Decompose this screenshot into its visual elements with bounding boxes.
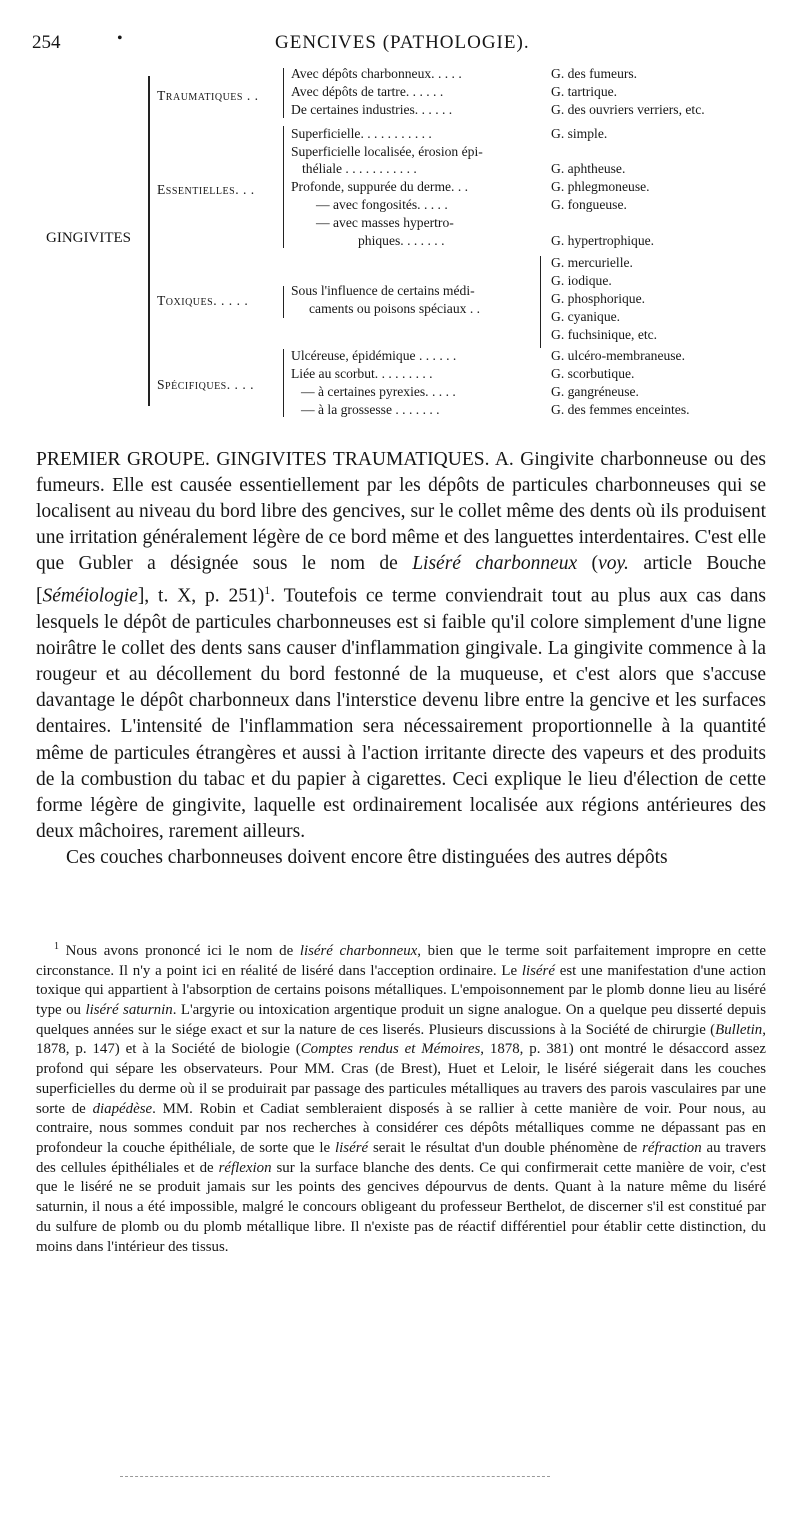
form-row: G. des ouvriers verriers, etc. [551, 102, 705, 117]
page-header [0, 32, 800, 58]
form-row: G. phosphorique. [551, 291, 646, 306]
text-run: , bien que le terme soit parfaitement impropre en cette circonstance. Il n'y a point ici en réalité de liséré dans l'acception ordinaire. Le [36, 942, 767, 979]
form-row: G. cyanique. [551, 309, 621, 324]
form-row: G. simple. [551, 126, 608, 141]
text-run: serait le résultat d'un double phénomène de [368, 1140, 643, 1156]
cause-row: Superficielle. . . . . . . . . . . [291, 126, 432, 141]
footnote-ref: 1 [264, 583, 271, 598]
group-traumatiques: Traumatiques . . [157, 88, 259, 103]
form-row: G. tartrique. [551, 84, 618, 99]
italic-term: Bulletin [715, 1021, 763, 1038]
form-row: G. ulcéro-membraneuse. [551, 348, 685, 363]
text-run: au travers des cellules épithéliales et de [36, 1140, 766, 1176]
essentielles-brace [283, 126, 284, 248]
cause-row: Ulcéreuse, épidémique . . . . . . [291, 348, 457, 363]
text-run: , 1878, p. 147) et à la Société de biologie ( [36, 1021, 766, 1058]
cause-row: phiques. . . . . . . [358, 233, 445, 248]
text-run: . MM. Robin et Cadiat sembleraient disposés à se rallier à cette manière de voir. Pour nous, au contraire, nous sommes conduit par nos recherches à considérer ces dépôts métalliques comme ne dépassant pas en profondeur la couche épithéliale, de sorte que le [36, 1100, 766, 1156]
root-brace [148, 76, 150, 406]
toxiques-forms-brace [540, 256, 541, 348]
form-row: G. hypertrophique. [551, 233, 655, 248]
text-run: , 1878, p. 381) ont montré le désaccord assez profond qui sépare les observateurs. Pour MM. Cras (de Brest), Huet et Leloir, le liséré siégerait dans les couches superficielles du derme où il se produirait par passage des particules métalliques au travers des parois vasculaires par une sorte de [36, 1041, 767, 1117]
group-essentielles: Essentielles. . . [157, 182, 255, 197]
form-row: G. fongueuse. [551, 197, 627, 212]
paragraph [36, 845, 766, 871]
cause-row: Avec dépôts de tartre. . . . . . [291, 84, 444, 99]
italic-term: Comptes rendus et Mémoires [300, 1041, 481, 1058]
form-row: G. mercurielle. [551, 255, 633, 270]
cause-row: — à certaines pyrexies. . . . . [301, 384, 456, 399]
group-toxiques: Toxiques. . . . . [157, 293, 249, 308]
italic-term: réfraction [642, 1140, 702, 1156]
text-run: Elle est causée essentiellement par les dépôts de particules charbonneuses qui se localisent au niveau du bord libre des gencives, sur le collet même des dents où ils produisent une irritation généralement légère de ce bord même et des languettes interdentaires. C'est elle que Gubler a désignée sous le nom de [36, 475, 766, 575]
cause-row: Profonde, suppurée du derme. . . [291, 179, 469, 194]
cause-row: Avec dépôts charbonneux. . . . . [291, 66, 462, 81]
text-run: est une manifestation d'une action toxique qui appartient à l'absorption de certains poisons métalliques. L'empoisonnement par le plomb donne lieu au liséré type ou [36, 962, 766, 1019]
italic-term: liséré [335, 1140, 369, 1156]
italic-term: voy. [598, 553, 629, 575]
italic-term: Liséré charbonneux [412, 553, 578, 575]
paragraph [36, 447, 766, 845]
group-specifiques: Spécifiques. . . . [157, 377, 255, 392]
text-run: . Toutefois ce terme conviendrait tout au plus aux cas dans lesquels le dépôt de particules charbonneuses est si faible qu'il colore simplement d'une ligne noirâtre le collet des dents sans causer d'inflammation gingivale. La gingivite commence à la rougeur et au décollement du bord festonné de la muqueuse, et c'est alors que s'accuse davantage le dépôt charbonneux dans l'interstice devenu libre entre la gencive et les surfaces dentaires. L'intensité de l'inflammation sera nécessairement proportionnelle à la quantité même de particules étrangères et aussi à l'action irritante directe des vapeurs et des produits de la combustion du tabac et du papier à cigarettes. Ceci explique le lieu d'élection de cette forme légère de gingivite, laquelle est ordinairement localisée aux régions antérieures des deux mâchoires, rarement ailleurs. [36, 585, 766, 842]
text-run: sur la surface blanche des dents. Ce qui confirmerait cette manière de voir, c'est que le liséré ne se produit jamais sur les points des gencives dépourvus de dents. Quant à la nature même du liséré saturnin, il nous a été impossible, malgré le concours obligeant du professeur Berthelot, de discerner s'il est constitué par du sulfure de plomb ou du plomb métallique libre. Il n'existe pas de réactif différentiel pour établir cette distinction, du moins dans l'intérieur des tissus. [36, 1159, 766, 1255]
form-row: G. aphtheuse. [551, 161, 626, 176]
text-run: Ces couches charbonneuses doivent encore être distinguées des autres dépôts [66, 846, 668, 868]
cause-row: — à la grossesse . . . . . . . [301, 402, 440, 417]
page-number: 254 [32, 32, 61, 53]
italic-term: liséré [521, 962, 555, 979]
italic-term: liséré saturnin [85, 1002, 173, 1019]
section-heading: PREMIER GROUPE. GINGIVITES TRAUMATIQUES. A. Gingivite charbonneuse ou des fumeurs. [36, 449, 766, 497]
footnote-paragraph [36, 937, 766, 1257]
form-row: G. phlegmoneuse. [551, 179, 650, 194]
cause-row: Superficielle localisée, érosion épi- [291, 144, 483, 159]
cause-row: De certaines industries. . . . . . [291, 102, 453, 117]
specifiques-brace [283, 349, 284, 417]
traumatiques-brace [283, 68, 284, 118]
main-text [36, 447, 766, 871]
form-row: G. des femmes enceintes. [551, 402, 690, 417]
toxiques-cause-line: caments ou poisons spéciaux . . [309, 301, 481, 316]
classification-root: GINGIVITES [46, 230, 131, 246]
cause-row: — avec masses hypertro- [316, 215, 454, 230]
cause-row: Liée au scorbut. . . . . . . . . [291, 366, 433, 381]
form-row: G. fuchsinique, etc. [551, 327, 658, 342]
cause-row: — avec fongosités. . . . . [316, 197, 448, 212]
toxiques-cause-brace [283, 286, 284, 318]
italic-term: liséré charbonneux [299, 942, 418, 959]
text-run: ], t. X, p. 251) [137, 585, 265, 607]
italic-term: diapédèse [92, 1100, 153, 1117]
toxiques-cause-line: Sous l'influence de certains médi- [291, 283, 475, 298]
bottom-rule [120, 1476, 550, 1477]
header-separator: • [117, 30, 123, 47]
italic-term: réflexion [218, 1159, 272, 1176]
cause-row: théliale . . . . . . . . . . . [302, 161, 417, 176]
footnote-mark: 1 [54, 941, 59, 952]
italic-term: Séméiologie [42, 585, 138, 607]
text-run: Nous avons prononcé ici le nom de [59, 942, 300, 959]
running-title: GENCIVES (PATHOLOGIE). [275, 32, 530, 53]
form-row: G. scorbutique. [551, 366, 635, 381]
form-row: G. gangréneuse. [551, 384, 639, 399]
text-run: ( [577, 553, 599, 575]
text-run: article Bouche [ [36, 553, 766, 607]
classification-table [0, 64, 800, 424]
text-run: . L'argyrie ou intoxication argentique produit un signe analogue. On a quelque peu disserté depuis quelques années sur le siége exact et sur la nature de ces liserés. Plusieurs discussions à la Société de chirurgie ( [36, 1002, 766, 1038]
form-row: G. des fumeurs. [551, 66, 638, 81]
footnote [36, 937, 766, 1257]
form-row: G. iodique. [551, 273, 612, 288]
